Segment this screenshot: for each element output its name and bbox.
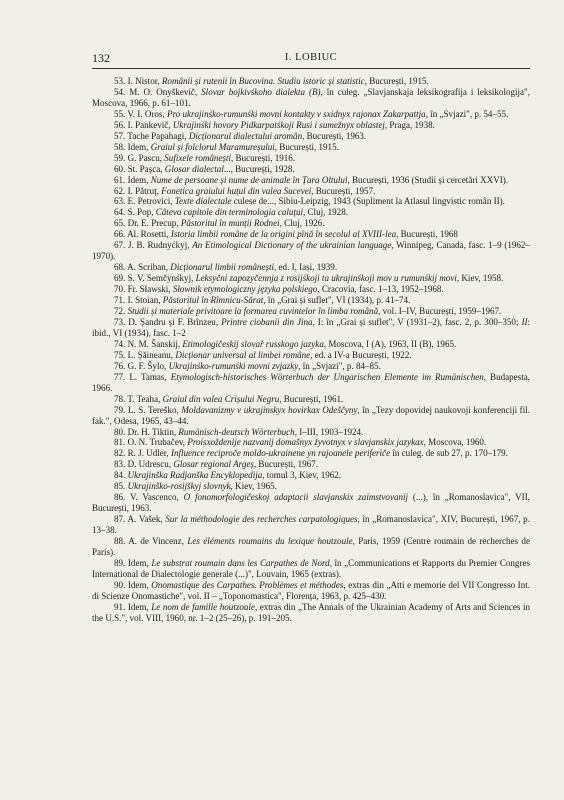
reference-title: Sur la méthodologie des recherches carpatologiques bbox=[165, 514, 358, 525]
reference-text: , extras din „The Annals of the Ukrainian Academy of Arts and Sciences in the U.S.", vol. VIII, 1960, nr. 1–2 (25–26), p. 191–205. bbox=[92, 601, 530, 623]
reference-text: , Paris, 1959 (Centre roumain de recherches de Paris). bbox=[92, 536, 530, 557]
reference-list bbox=[92, 76, 530, 624]
reference-title: Le nom de famille houtzoule bbox=[151, 601, 255, 612]
reference-text: A. Vašek, bbox=[127, 514, 166, 525]
reference-text: L. S. Tereško, bbox=[127, 404, 182, 415]
reference-text: , București, 1915. bbox=[364, 76, 429, 86]
reference-number: 61. bbox=[114, 174, 128, 185]
reference-text: , Praga, 1938. bbox=[384, 119, 435, 130]
reference-title: Moldavanizmy v ukrajinskyx hovirkax Odeščyny bbox=[181, 404, 358, 415]
reference-text: , tomul 3, Kiev, 1962. bbox=[262, 470, 342, 481]
reference-title: Dicționarul limbii românești bbox=[170, 262, 275, 273]
reference-entry bbox=[92, 142, 530, 153]
reference-text: ..., București, 1928. bbox=[223, 163, 295, 174]
reference-text: I. Pankevič, bbox=[127, 119, 173, 130]
reference-number: 85. bbox=[114, 481, 128, 492]
reference-text: E. Petrovici, bbox=[127, 196, 175, 207]
reference-text: , ed. I, Iași, 1939. bbox=[274, 262, 338, 273]
reference-number: 75. bbox=[114, 349, 128, 360]
reference-title: Românii și rutenii în Bucovina. Studiu istoric și statistic bbox=[161, 76, 365, 86]
reference-text: , Moscova, 1960. bbox=[423, 437, 487, 448]
reference-entry bbox=[92, 273, 530, 284]
reference-entry bbox=[92, 350, 530, 361]
reference-title: Fonetica graiului huțul din valea Sucevei bbox=[161, 185, 312, 196]
reference-entry bbox=[92, 306, 530, 317]
reference-number: 80. bbox=[114, 426, 128, 437]
reference-number: 65. bbox=[114, 218, 128, 229]
reference-entry bbox=[92, 372, 530, 394]
reference-text: , Winnipeg, Canada, fasc. 1–9 (1962–1970). bbox=[92, 240, 530, 262]
reference-title: II bbox=[521, 316, 528, 327]
reference-text: Idem, bbox=[127, 579, 152, 590]
reference-text: , Moscova, I (A), 1963, II (B), 1965. bbox=[323, 338, 457, 349]
reference-number: 62. bbox=[114, 185, 128, 196]
reference-text: Idem, bbox=[127, 174, 151, 185]
reference-number: 84. bbox=[114, 470, 128, 481]
reference-title: Le substrat roumain dans les Carpathes de Nord bbox=[151, 557, 330, 568]
reference-text: , Cluj, 1928. bbox=[303, 207, 348, 218]
reference-text: V. Vascenco, bbox=[130, 492, 184, 503]
reference-entry bbox=[92, 536, 530, 558]
reference-text: G. Pascu, bbox=[127, 152, 165, 163]
reference-text: Tache Papahagi, bbox=[127, 130, 189, 141]
reference-number: 91. bbox=[114, 601, 128, 612]
reference-number: 55. bbox=[114, 108, 128, 119]
reference-text: , Cluj, 1926. bbox=[279, 218, 325, 229]
reference-entry bbox=[92, 295, 530, 306]
reference-text: M. O. Onyškevič, bbox=[129, 86, 202, 97]
reference-text: V. I. Oros, bbox=[127, 108, 167, 119]
reference-text: O. N. Trubačev, bbox=[127, 437, 188, 448]
reference-title: Dicționar universal al limbei române bbox=[175, 349, 311, 360]
reference-entry bbox=[92, 602, 530, 624]
reference-title: Pro ukrajinśko-rumunśki movni kontakty v sxidnyx rajonax Zakarpattja bbox=[166, 108, 426, 119]
reference-text: , București, 1936 (Studii și cercetări XXVI). bbox=[347, 174, 509, 185]
reference-text: A. Scriban, bbox=[127, 262, 171, 273]
reference-title: An Etimological Dictionary of the ukrainian language bbox=[192, 240, 392, 251]
reference-text: , Kiev, 1958. bbox=[456, 273, 504, 284]
reference-number: 71. bbox=[114, 295, 128, 306]
reference-entry bbox=[92, 218, 530, 229]
reference-text: N. M. Šanskij, bbox=[127, 338, 183, 349]
reference-text: I. Nistor, bbox=[127, 76, 162, 86]
reference-number: 67. bbox=[114, 240, 129, 251]
reference-title: Słownik etymologiczny języka polskiego bbox=[172, 284, 318, 295]
reference-title: Ukrajinśko-rumunśki movni zvjazky bbox=[168, 360, 299, 371]
reference-text: , Cracovia, fasc. 1–13, 1952–1968. bbox=[317, 284, 444, 295]
reference-title: Glosar regional Argeș bbox=[173, 459, 254, 470]
reference-number: 69. bbox=[114, 273, 128, 284]
reference-entry bbox=[92, 481, 530, 492]
reference-text: I. Pătruț, bbox=[127, 185, 162, 196]
reference-title: Păstoritul în munții Rodnei bbox=[180, 218, 280, 229]
reference-entry bbox=[92, 196, 530, 207]
reference-title: Ukrajinška Radjanška Encyklopedija bbox=[127, 470, 263, 481]
reference-entry bbox=[92, 448, 530, 459]
reference-title: Ukrajinško-rosijškyj slovnyk bbox=[127, 481, 231, 492]
reference-entry bbox=[92, 405, 530, 427]
reference-number: 88. bbox=[114, 536, 129, 547]
reference-entry bbox=[92, 153, 530, 164]
reference-text: , București, 1963. bbox=[302, 130, 367, 141]
reference-number: 82. bbox=[114, 448, 128, 459]
reference-entry bbox=[92, 427, 530, 438]
reference-text: R. J. Udler, bbox=[127, 448, 171, 459]
reference-text: St. Pașca, bbox=[127, 163, 165, 174]
reference-number: 57. bbox=[114, 130, 128, 141]
reference-entry bbox=[92, 164, 530, 175]
reference-entry bbox=[92, 317, 530, 339]
reference-number: 56. bbox=[114, 119, 128, 130]
reference-text: , în „Tezy dopovidej naukovoji konferenciji fil. fak.", Odesa, 1965, 43–44. bbox=[92, 404, 530, 426]
reference-entry bbox=[92, 437, 530, 448]
reference-entry bbox=[92, 87, 530, 109]
reference-title: Onomastique des Carpathes. Problèmes et méthodes bbox=[151, 579, 344, 590]
reference-title: Leksyčni zapozyčennja z rosijśkoji ta ukrajinśkoji mov u rumunśkij movi bbox=[195, 273, 457, 284]
reference-title: Etimologičeskij slovař russkogo jazyka bbox=[182, 338, 324, 349]
reference-text: Dr. H. Tiktin, bbox=[127, 426, 179, 437]
reference-title: Les éléments roumains du lexique houtzoule bbox=[187, 536, 353, 547]
reference-text: L. Șăineanu, bbox=[127, 349, 176, 360]
reference-text: , I: în „Grai și suflet", V (1931–2), fasc. 2, p. 300–350; bbox=[312, 316, 522, 327]
reference-text: Idem, bbox=[127, 601, 152, 612]
reference-text: , București, 1957. bbox=[311, 185, 376, 196]
reference-number: 68. bbox=[114, 262, 128, 273]
page-header bbox=[92, 50, 530, 66]
reference-entry bbox=[92, 580, 530, 602]
reference-title: Glosar dialectal bbox=[164, 163, 224, 174]
reference-title: Graiul din valea Crișului Negru bbox=[162, 393, 280, 404]
reference-number: 81. bbox=[114, 437, 128, 448]
reference-text: , ed. a IV-a București, 1922. bbox=[310, 349, 412, 360]
reference-entry bbox=[92, 109, 530, 120]
reference-entry bbox=[92, 492, 530, 514]
reference-text: Fr. Sławski, bbox=[127, 284, 173, 295]
reference-title: Studii și materiale privitoare la formarea cuvintelor în limba română bbox=[127, 306, 379, 317]
reference-number: 73. bbox=[114, 316, 129, 327]
reference-entry bbox=[92, 394, 530, 405]
reference-text: , în culeg. „Slavjanskaja leksikografija i leksikologija", Moscova, 1966, p. 61–101. bbox=[92, 86, 531, 108]
reference-title: Printre ciobanii din Jina bbox=[221, 316, 313, 327]
reference-title: Proisxoždenije nazvanij domašnyx žyvotnyx v slavjanskix jazykax bbox=[187, 437, 424, 448]
reference-text: culese de..., Sibiu-Leipzig, 1943 (Supliment la Atlasul lingvistic român II). bbox=[231, 196, 505, 207]
reference-number: 83. bbox=[114, 459, 128, 470]
reference-entry bbox=[92, 76, 530, 87]
reference-number: 58. bbox=[114, 141, 128, 152]
reference-entry bbox=[92, 240, 530, 262]
reference-text: T. Teaha, bbox=[127, 393, 163, 404]
reference-text: , București, 1961. bbox=[279, 393, 344, 404]
reference-entry bbox=[92, 120, 530, 131]
reference-text: D. Udrescu, bbox=[127, 459, 174, 470]
reference-number: 77. bbox=[114, 371, 130, 382]
reference-text: , vol. I–IV, București, 1959–1967. bbox=[378, 306, 502, 317]
reference-text: S. Pop, bbox=[127, 207, 156, 218]
reference-text: , Kiev, 1965. bbox=[230, 481, 277, 492]
reference-title: Dicționarul dialectului aromân bbox=[188, 130, 303, 141]
reference-number: 87. bbox=[114, 514, 128, 525]
reference-text: , în „Grai și suflet", VI (1934), p. 41–74. bbox=[263, 295, 411, 306]
reference-title: Istoria limbii române de la origini pînă în secolul al XVIII-lea bbox=[170, 229, 397, 240]
reference-entry bbox=[92, 459, 530, 470]
reference-text: , București, 1968 bbox=[396, 229, 458, 240]
reference-number: 54. bbox=[114, 86, 130, 97]
reference-entry bbox=[92, 339, 530, 350]
reference-text: , București, 1915. bbox=[274, 141, 339, 152]
reference-number: 74. bbox=[114, 338, 128, 349]
reference-title: Câteva capitole din terminologia caluțui bbox=[155, 207, 303, 218]
reference-title: Graiul și folclorul Maramureșului bbox=[150, 141, 275, 152]
reference-number: 79. bbox=[114, 404, 128, 415]
reference-text: (...), în „Romanoslavica", VII, București, 1963. bbox=[92, 492, 530, 514]
reference-text: , în „Svjazi", p. 84–85. bbox=[298, 360, 381, 371]
reference-text: Idem, bbox=[127, 141, 151, 152]
reference-entry bbox=[92, 361, 530, 372]
reference-title: Rumänisch-deutsch Wörterbuch bbox=[178, 426, 295, 437]
reference-entry bbox=[92, 131, 530, 142]
reference-entry bbox=[92, 284, 530, 295]
reference-text: : ibid., VI (1934), fasc. 1–2 bbox=[92, 316, 530, 338]
reference-title: Texte dialectale bbox=[174, 196, 232, 207]
reference-number: 59. bbox=[114, 152, 128, 163]
reference-entry bbox=[92, 558, 530, 580]
reference-number: 60. bbox=[114, 163, 128, 174]
reference-title: Influence reciproče moldo-ukrainene yn rajoanele periferiče bbox=[170, 448, 391, 459]
reference-title: Etymologisch-historisches Wörterbuch der Ungarischen Elemente im Rumänischen bbox=[170, 371, 484, 382]
running-title: I. LOBIUC bbox=[284, 52, 338, 63]
reference-number: 76. bbox=[114, 360, 128, 371]
reference-text: , în „Romanoslavica", XIV, București, 1967, p. 13–38. bbox=[92, 514, 530, 536]
reference-text: J. B. Rudnyćkyj, bbox=[128, 240, 193, 251]
header-rule bbox=[92, 68, 530, 69]
reference-title: Ukrajinśki hovory Pidkarpatśkoji Rusi i sumežnyx oblastej bbox=[172, 119, 385, 130]
reference-text: D. Șandru și F. Brînzeu, bbox=[128, 316, 222, 327]
reference-title: Păstoritul în Rîmnicu-Sărat bbox=[162, 295, 264, 306]
reference-text: Dr. E. Precup, bbox=[127, 218, 181, 229]
reference-number: 78. bbox=[114, 393, 128, 404]
reference-entry bbox=[92, 262, 530, 273]
reference-text: , în „Communications et Rapports du Premier Congres International de Dialectologie generale (...)", Louvain, 1965 (extras). bbox=[92, 557, 530, 579]
reference-number: 53. bbox=[114, 76, 128, 86]
reference-entry bbox=[92, 470, 530, 481]
reference-number: 63. bbox=[114, 196, 128, 207]
reference-number: 89. bbox=[114, 557, 128, 568]
reference-text: G. F. Šylo, bbox=[127, 360, 169, 371]
reference-text: Idem, bbox=[127, 557, 152, 568]
reference-text: în culeg. de sub 27, p. 170–179. bbox=[390, 448, 508, 459]
reference-text: , București, 1967. bbox=[253, 459, 318, 470]
reference-text: , extras din „Atti e memorie del VII Congresso Int. di Scienze Onomastiche", vol. II – „Toponomastica", Florența, 1963, p. 425–430. bbox=[92, 579, 530, 601]
reference-text: S. V. Semčynśkyj, bbox=[127, 273, 196, 284]
reference-text: , Budapesta, 1966. bbox=[92, 371, 530, 393]
reference-text: Al. Rosetti, bbox=[127, 229, 171, 240]
reference-entry bbox=[92, 186, 530, 197]
reference-title: Sufixele românești bbox=[164, 152, 232, 163]
reference-number: 64. bbox=[114, 207, 128, 218]
reference-text: I. Stoian, bbox=[127, 295, 163, 306]
reference-text: L. Tamas, bbox=[129, 371, 171, 382]
reference-number: 66. bbox=[114, 229, 128, 240]
reference-text: , în „Svjazi", p. 54–55. bbox=[425, 108, 509, 119]
reference-text: , I–III, 1903–1924. bbox=[294, 426, 364, 437]
reference-number: 86. bbox=[114, 492, 130, 503]
reference-entry bbox=[92, 514, 530, 536]
reference-number: 72. bbox=[114, 306, 128, 317]
reference-number: 70. bbox=[114, 284, 128, 295]
reference-number: 90. bbox=[114, 579, 128, 590]
reference-title: Slovar bojkivśkoho dialekta (B) bbox=[201, 86, 321, 97]
reference-text: A. de Vincenz, bbox=[128, 536, 188, 547]
reference-entry bbox=[92, 207, 530, 218]
reference-title: O fonomorfologičeskoj adaptacii slavjanskix zaimstvovanij bbox=[183, 492, 409, 503]
reference-text: , București, 1916. bbox=[231, 152, 296, 163]
page-number: 132 bbox=[92, 51, 110, 65]
reference-title: Nume de persoane și nume de animale în Țara Oltului bbox=[150, 174, 348, 185]
reference-entry bbox=[92, 175, 530, 186]
reference-entry bbox=[92, 229, 530, 240]
